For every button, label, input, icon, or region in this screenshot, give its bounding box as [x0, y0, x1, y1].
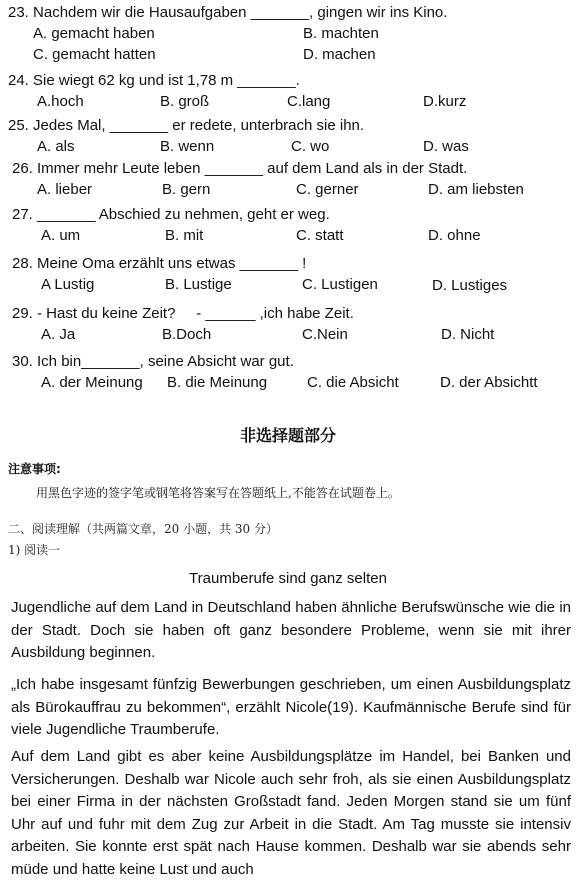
option-a: A. lieber — [37, 181, 93, 198]
option-c: C. statt — [296, 227, 344, 244]
notes-text: 用黑色字迹的签字笔或钢笔将答案写在答题纸上,不能答在试题卷上。 — [36, 486, 400, 500]
option-d: D. ohne — [428, 227, 481, 244]
paragraph-3: Auf dem Land gibt es aber keine Ausbildungsplätze im Handel, bei Banken und Versicherungen. Deshalb war Nicole auch sehr froh, als sie einen Ausbildungsplatz bei einer Firma in der nächsten Großstadt fand. Jeden Morgen stand sie um fünf Uhr auf und fuhr mit dem Zug zur Arbeit in die Stadt. Am Tag musste sie intensiv arbeiten. Sie konnte erst spät nach Hause kommen. Deshalb war sie abends sehr müde und hatte keine Lust und auch — [11, 748, 571, 878]
option-d: D. am liebsten — [428, 181, 524, 198]
option-a: A Lustig — [41, 276, 95, 293]
question-stem: 25. Jedes Mal, _______ er redete, unterbrach sie ihn. — [8, 117, 365, 134]
option-a: A. um — [41, 227, 81, 244]
option-b: B. wenn — [160, 138, 215, 155]
paragraph-2: „Ich habe insgesamt fünfzig Bewerbungen geschrieben, um einen Ausbildungsplatz als Bürokauffrau zu bekommen“, erzählt Nicole(19). Kaufmännische Berufe sind für viele Jugendliche Traumberufe. — [11, 676, 571, 738]
option-d: D. machen — [303, 46, 376, 63]
option-b: B. Lustige — [165, 276, 232, 293]
question-stem: 28. Meine Oma erzählt uns etwas _______ ! — [12, 255, 307, 272]
question-stem: 24. Sie wiegt 62 kg und ist 1,78 m _______. — [8, 72, 300, 89]
option-a: A. als — [37, 138, 75, 155]
part-heading: 二、阅读理解（共两篇文章，20 小题，共 30 分） — [8, 522, 278, 536]
reading-title: Traumberufe sind ganz selten — [189, 570, 387, 587]
option-a: A. der Meinung — [41, 374, 143, 391]
option-c: C. gerner — [296, 181, 359, 198]
option-c: C.lang — [287, 93, 331, 110]
option-c: C. Lustigen — [302, 276, 378, 293]
reading-label: 1) 阅读一 — [8, 543, 61, 557]
option-b: B. groß — [160, 93, 210, 110]
option-b: B. gern — [162, 181, 211, 198]
option-d: D. der Absichtt — [440, 374, 538, 391]
question-stem: 23. Nachdem wir die Hausaufgaben _______, gingen wir ins Kino. — [8, 4, 448, 21]
paragraph-1: Jugendliche auf dem Land in Deutschland haben ähnliche Berufswünsche wie die in der Stadt. Doch sie haben oft ganz besondere Probleme, wenn sie mit ihrer Ausbildung beginnen. — [11, 599, 571, 661]
option-c: C. gemacht hatten — [33, 46, 156, 63]
option-c: C.Nein — [302, 326, 348, 343]
option-c: C. die Absicht — [307, 374, 399, 391]
option-d: D. was — [423, 138, 469, 155]
option-c: C. wo — [291, 138, 330, 155]
notes-heading: 注意事项: — [8, 462, 61, 476]
question-stem: 29. - Hast du keine Zeit? - ______ ,ich habe Zeit. — [12, 305, 354, 322]
option-d: D.kurz — [423, 93, 467, 110]
option-b: B. die Meinung — [167, 374, 268, 391]
question-stem: 27. _______ Abschied zu nehmen, geht er weg. — [12, 206, 330, 223]
option-a: A. gemacht haben — [33, 25, 155, 42]
option-b: B. mit — [165, 227, 204, 244]
option-a: A. Ja — [41, 326, 76, 343]
option-b: B.Doch — [162, 326, 212, 343]
option-b: B. machten — [303, 25, 379, 42]
option-d: D. Lustiges — [432, 277, 508, 294]
option-d: D. Nicht — [441, 326, 495, 343]
section-title: 非选择题部分 — [239, 426, 336, 445]
question-stem: 30. Ich bin_______, seine Absicht war gut. — [12, 353, 294, 370]
question-stem: 26. Immer mehr Leute leben _______ auf dem Land als in der Stadt. — [12, 160, 468, 177]
option-a: A.hoch — [37, 93, 84, 110]
